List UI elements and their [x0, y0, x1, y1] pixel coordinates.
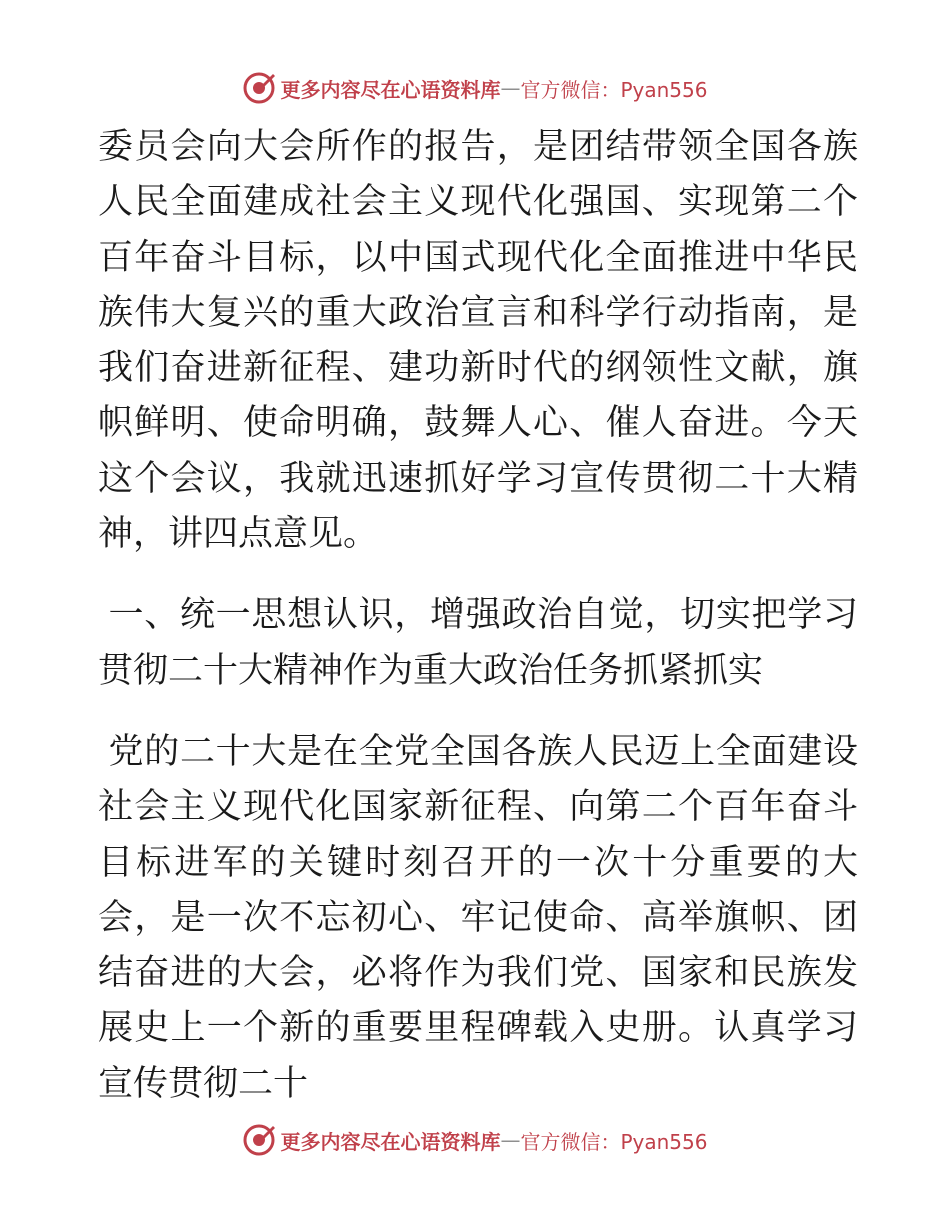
watermark-brand: 更多内容尽在心语资料库 [280, 77, 501, 102]
header-watermark [0, 68, 950, 108]
document-body [98, 120, 858, 1112]
watermark-brand: 更多内容尽在心语资料库 [280, 1129, 501, 1154]
logo-icon [242, 71, 276, 105]
body-paragraph: 党的二十大是在全党全国各族人民迈上全面建设社会主义现代化国家新征程、向第二个百年奋斗目标进军的关键时刻召开的一次十分重要的大会，是一次不忘初心、牢记使命、高举旗帜、团结奋进的大会，必将作为我们党、国家和民族发展史上一个新的重要里程碑载入史册。认真学习宣传贯彻二十 [98, 731, 858, 1104]
watermark-contact: 官方微信：Pyan556 [520, 77, 708, 102]
watermark-separator: — [500, 76, 521, 100]
logo-icon [242, 1123, 276, 1157]
watermark-separator: — [500, 1128, 521, 1152]
watermark-contact: 官方微信：Pyan556 [520, 1129, 708, 1154]
footer-watermark [0, 1120, 950, 1160]
continuation-paragraph: 委员会向大会所作的报告，是团结带领全国各族人民全面建成社会主义现代化强国、实现第二个百年奋斗目标，以中国式现代化全面推进中华民族伟大复兴的重大政治宣言和科学行动指南，是我们奋进新征程、建功新时代的纲领性文献，旗帜鲜明、使命明确，鼓舞人心、催人奋进。今天这个会议，我就迅速抓好学习宣传贯彻二十大精神，讲四点意见。 [98, 127, 858, 555]
section-heading: 一、统一思想认识，增强政治自觉，切实把学习贯彻二十大精神作为重大政治任务抓紧抓实 [98, 595, 858, 691]
